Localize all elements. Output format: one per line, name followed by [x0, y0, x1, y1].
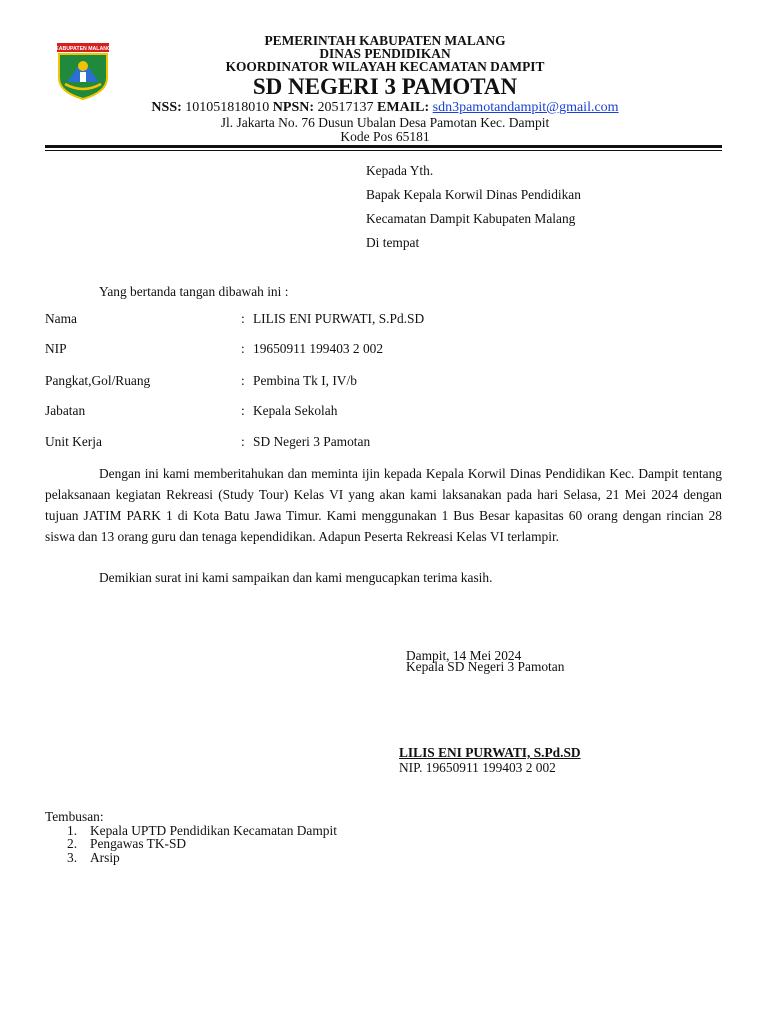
field-value: Kepala Sekolah [253, 403, 338, 418]
field-value: SD Negeri 3 Pamotan [253, 434, 371, 449]
list-item [45, 837, 337, 851]
signature-place-date: Dampit, 14 Mei 2024 [406, 648, 522, 663]
body-paragraph: Dengan ini kami memberitahukan dan meminta ijin kepada Kepala Korwil Dinas Pendidikan Kec. Dampit tentang pelaksanaan kegiatan Rekreasi (Study Tour) Kelas VI yang akan kami laksanakan pada hari Selasa, 21 Mei 2024 dengan tujuan JATIM PARK 1 di Kota Batu Jawa Timur. Kami menggunakan 1 Bus Besar kapasitas 60 orang dengan rincian 28 siswa dan 13 orang guru dan tenaga kependidikan. Adapun Peserta Rekreasi Kelas VI terlampir. [45, 466, 722, 544]
field-label: NIP [45, 341, 67, 356]
government-name: PEMERINTAH KABUPATEN MALANG [264, 33, 506, 48]
tembusan-block [45, 810, 337, 864]
field-colon: : [241, 403, 245, 418]
closing-text: Demikian surat ini kami sampaikan dan kami mengucapkan terima kasih. [99, 570, 493, 585]
kabupaten-malang-logo [55, 42, 111, 100]
recipient-block [366, 163, 581, 259]
list-text: Kepala UPTD Pendidikan Kecamatan Dampit [90, 822, 337, 838]
list-item [45, 824, 337, 838]
field-label: Pangkat,Gol/Ruang [45, 373, 151, 388]
list-number: 2. [67, 836, 78, 851]
email-link[interactable]: sdn3pamotandampit@gmail.com [432, 99, 619, 115]
field-colon: : [241, 434, 245, 449]
letterhead-divider-thin [45, 150, 722, 151]
recipient-line: Bapak Kepala Korwil Dinas Pendidikan [366, 187, 581, 202]
list-item [45, 851, 337, 865]
field-value: 19650911 199403 2 002 [253, 341, 384, 356]
letterhead [130, 34, 640, 144]
recipient-line: Kepada Yth. [366, 163, 434, 178]
logo-text: KABUPATEN MALANG [55, 46, 111, 52]
list-text: Pengawas TK-SD [90, 836, 187, 851]
postal-code: Kode Pos 65181 [340, 128, 430, 144]
field-colon: : [241, 373, 245, 388]
nss-label: NSS: [151, 99, 182, 115]
tembusan-list [45, 824, 337, 865]
npsn-value: 20517137 [317, 99, 374, 115]
field-label: Jabatan [45, 403, 86, 418]
list-number: 1. [67, 822, 78, 838]
email-label: EMAIL: [377, 99, 430, 115]
field-colon: : [241, 341, 245, 356]
school-identifiers [130, 100, 640, 116]
recipient-line: Di tempat [366, 235, 420, 250]
coordinator-name: KOORDINATOR WILAYAH KECAMATAN DAMPIT [225, 59, 545, 75]
field-colon: : [241, 311, 245, 326]
nss-value: 101051818010 [185, 99, 270, 115]
intro-text: Yang bertanda tangan dibawah ini : [99, 284, 289, 299]
school-address: Jl. Jakarta No. 76 Dusun Ubalan Desa Pamotan Kec. Dampit [220, 114, 550, 130]
list-text: Arsip [90, 849, 120, 865]
letterhead-divider-thick [45, 145, 722, 148]
tembusan-heading: Tembusan: [45, 809, 104, 824]
school-name: SD NEGERI 3 PAMOTAN [252, 73, 518, 99]
signature-title: Kepala SD Negeri 3 Pamotan [406, 659, 565, 674]
npsn-label: NPSN: [272, 99, 315, 115]
signatory-name: LILIS ENI PURWATI, S.Pd.SD [399, 745, 581, 760]
office-name: DINAS PENDIDIKAN [319, 46, 451, 62]
field-label: Nama [45, 311, 77, 326]
field-label: Unit Kerja [45, 434, 102, 449]
field-value: Pembina Tk I, IV/b [253, 373, 357, 388]
field-value: LILIS ENI PURWATI, S.Pd.SD [253, 311, 425, 326]
list-number: 3. [67, 849, 78, 865]
signatory-nip: NIP. 19650911 199403 2 002 [399, 760, 556, 775]
recipient-line: Kecamatan Dampit Kabupaten Malang [366, 211, 576, 226]
